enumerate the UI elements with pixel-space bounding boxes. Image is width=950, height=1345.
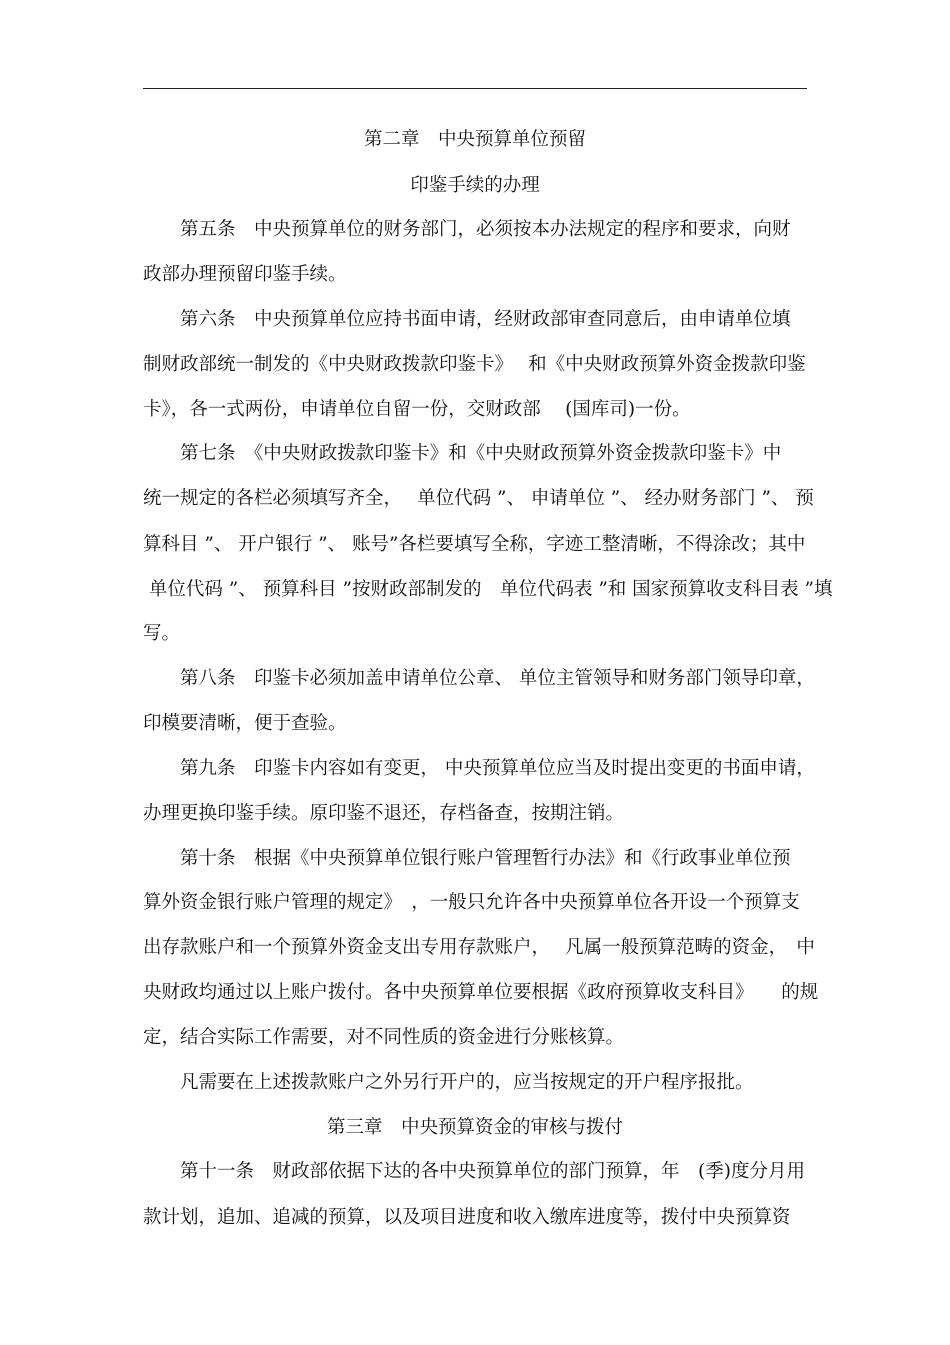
- chapter-3-title: 第三章 中央预算资金的审核与拨付: [326, 1117, 623, 1138]
- article-7-line-5: 写。: [143, 623, 181, 644]
- chapter-2-title: 第二章 中央预算单位预留: [363, 129, 586, 150]
- article-10-line-5: 定，结合实际工作需要，对不同性质的资金进行分账核算。: [143, 1027, 625, 1048]
- article-11-line-1: 第十一条 财政部依据下达的各中央预算单位的部门预算，年 (季)度分月用: [143, 1161, 805, 1182]
- article-6-line-1: 第六条 中央预算单位应持书面申请，经财政部审查同意后，由申请单位填: [143, 309, 791, 330]
- article-10-line-6: 凡需要在上述拨款账户之外另行开户的，应当按规定的开户程序报批。: [143, 1072, 754, 1093]
- article-10-line-3: 出存款账户和一个预算外资金支出专用存款账户， 凡属一般预算范畴的资金， 中: [143, 937, 815, 958]
- article-6-line-3: 卡》，各一式两份，申请单位自留一份，交财政部 (国库司)一份。: [143, 399, 691, 420]
- article-9-line-1: 第九条 印鉴卡内容如有变更， 中央预算单位应当及时提出变更的书面申请，: [143, 758, 815, 779]
- article-10-line-4: 央财政均通过以上账户拨付。各中央预算单位要根据《政府预算收支科目》 的规: [143, 982, 819, 1003]
- article-7-line-1: 第七条 《中央财政拨款印鉴卡》和《中央财政预算外资金拨款印鉴卡》中: [143, 443, 782, 464]
- article-6-line-2: 制财政部统一制发的《中央财政拨款印鉴卡》 和《中央财政预算外资金拨款印鉴: [143, 354, 806, 375]
- article-7-line-4: 单位代码 ”、 预算科目 ”按财政部制发的 单位代码表 ”和 国家预算收支科目表 ”填: [143, 579, 833, 600]
- article-5-line-1: 第五条 中央预算单位的财务部门，必须按本办法规定的程序和要求，向财: [143, 219, 791, 240]
- article-7-line-2: 统一规定的各栏必须填写齐全， 单位代码 ”、 申请单位 ”、 经办财务部门 ”、 预: [143, 488, 814, 509]
- chapter-2-subtitle: 印鉴手续的办理: [410, 175, 540, 196]
- article-8-line-1: 第八条 印鉴卡必须加盖申请单位公章、 单位主管领导和财务部门领导印章，: [143, 668, 815, 689]
- article-5-line-2: 政部办理预留印鉴手续。: [143, 264, 347, 285]
- article-10-line-2: 算外资金银行账户管理的规定》 ，一般只允许各中央预算单位各开设一个预算支: [143, 892, 800, 913]
- article-8-line-2: 印模要清晰，便于查验。: [143, 713, 347, 734]
- article-7-line-3: 算科目 ”、 开户银行 ”、 账号”各栏要填写全称，字迹工整清晰，不得涂改；其中: [143, 534, 806, 555]
- article-10-line-1: 第十条 根据《中央预算单位银行账户管理暂行办法》和《行政事业单位预: [143, 848, 791, 869]
- article-9-line-2: 办理更换印鉴手续。原印鉴不退还，存档备查，按期注销。: [143, 803, 625, 824]
- article-11-line-2: 款计划，追加、追减的预算，以及项目进度和收入缴库进度等，拨付中央预算资: [143, 1207, 791, 1228]
- header-rule: [143, 88, 807, 89]
